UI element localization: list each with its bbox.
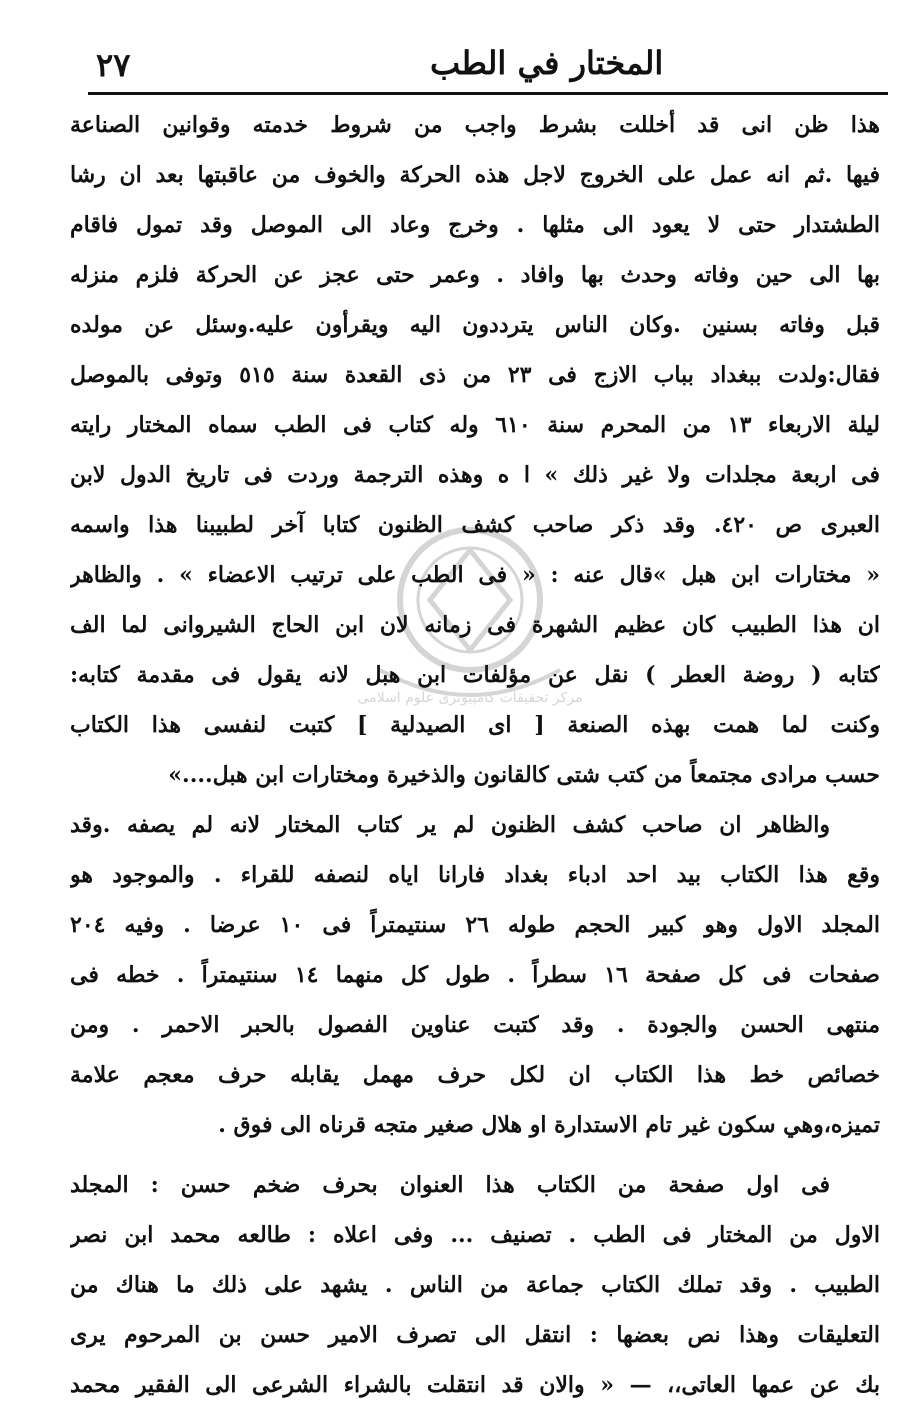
text-line: الاول من المختار فى الطب . تصنيف ... وفى اعلاه : طالعه محمد ابن نصر	[70, 1222, 880, 1248]
text-line: قبل وفاته بسنين .وكان الناس يترددون اليه ويقرأون عليه.وسئل عن مولده	[70, 312, 880, 338]
text-line: التعليقات وهذا نص بعضها : انتقل الى تصرف الامير حسن بن المرحوم يرى	[70, 1322, 880, 1348]
text-line: كتابه ( روضة العطر ) نقل عن مؤلفات ابن هبل لانه يقول فى مقدمة كتابه:	[70, 662, 880, 688]
text-line: فى اربعة مجلدات ولا غير ذلك » ا ه وهذه الترجمة وردت فى تاريخ الدول لابن	[70, 462, 880, 488]
text-line: منتهى الحسن والجودة . وقد كتبت عناوين الفصول بالحبر الاحمر . ومن	[70, 1012, 880, 1038]
text-line: ليلة الاربعاء ١٣ من المحرم سنة ٦١٠ وله كتاب فى الطب سماه المختار رايته	[70, 412, 880, 438]
text-line: « مختارات ابن هبل »قال عنه : « فى الطب على ترتيب الاعضاء » . والظاهر	[70, 562, 880, 588]
text-line: تميزه،وهي سكون غير تام الاستدارة او هلال صغير متجه قرناه الى فوق .	[218, 1112, 880, 1138]
seal-caption: مركز تحقيقات كامپيوترى علوم اسلامى	[357, 690, 583, 706]
text-line: العبرى ص ٤٢٠. وقد ذكر صاحب كشف الظنون كتابا آخر لطبيبنا هذا واسمه	[70, 512, 880, 538]
header-rule	[88, 92, 888, 95]
text-line: فيها .ثم انه عمل على الخروج لاجل هذه الحركة والخوف من عاقبتها بعد ان رشا	[70, 162, 880, 188]
text-line: هذا ظن انى قد أخللت بشرط واجب من شروط خدمته وقوانين الصناعة	[70, 112, 880, 138]
text-line: الطبيب . وقد تملك الكتاب جماعة من الناس . يشهد على ذلك ما هناك من	[70, 1272, 880, 1298]
text-line: وقع هذا الكتاب بيد احد ادباء بغداد فارانا اياه لنصفه للقراء . والموجود هو	[70, 862, 880, 888]
text-line: خصائص خط هذا الكتاب ان لكل حرف مهمل يقابله حرف معجم علامة	[70, 1062, 880, 1088]
body-text	[70, 100, 880, 1410]
text-line: بك عن عمها العاتى،، — « والان قد انتقلت بالشراء الشرعى الى الفقير محمد	[70, 1372, 880, 1398]
text-line: صفحات فى كل صفحة ١٦ سطراً . طول كل منهما ١٤ سنتيمتراً . خطه فى	[70, 962, 880, 988]
text-line: وكنت لما همت بهذه الصنعة [ اى الصيدلية ] كتبت لنفسى هذا الكتاب	[70, 712, 880, 738]
text-line: فى اول صفحة من الكتاب هذا العنوان بحرف ضخم حسن : المجلد	[70, 1172, 830, 1198]
text-line: بها الى حين وفاته وحدث بها وافاد . وعمر حتى عجز عن الحركة فلزم منزله	[70, 262, 880, 288]
text-line: فقال:ولدت ببغداد بباب الازج فى ٢٣ من ذى القعدة سنة ٥١٥ وتوفى بالموصل	[70, 362, 880, 388]
page-number: ٢٧	[96, 46, 131, 84]
running-title: المختار في الطب	[430, 44, 664, 82]
text-line: الطشتدار حتى لا يعود الى مثلها . وخرج وعاد الى الموصل وقد تمول فاقام	[70, 212, 880, 238]
text-line: حسب مرادى مجتمعاً من كتب شتى كالقانون والذخيرة ومختارات ابن هبل....»	[168, 762, 880, 788]
text-line: ان هذا الطبيب كان عظيم الشهرة فى زمانه لان ابن الحاج الشيروانى لما الف	[70, 612, 880, 638]
text-line: والظاهر ان صاحب كشف الظنون لم ير كتاب المختار لانه لم يصفه .وقد	[70, 812, 830, 838]
text-line: المجلد الاول وهو كبير الحجم طوله ٢٦ سنتيمتراً فى ١٠ عرضا . وفيه ٢٠٤	[70, 912, 880, 938]
